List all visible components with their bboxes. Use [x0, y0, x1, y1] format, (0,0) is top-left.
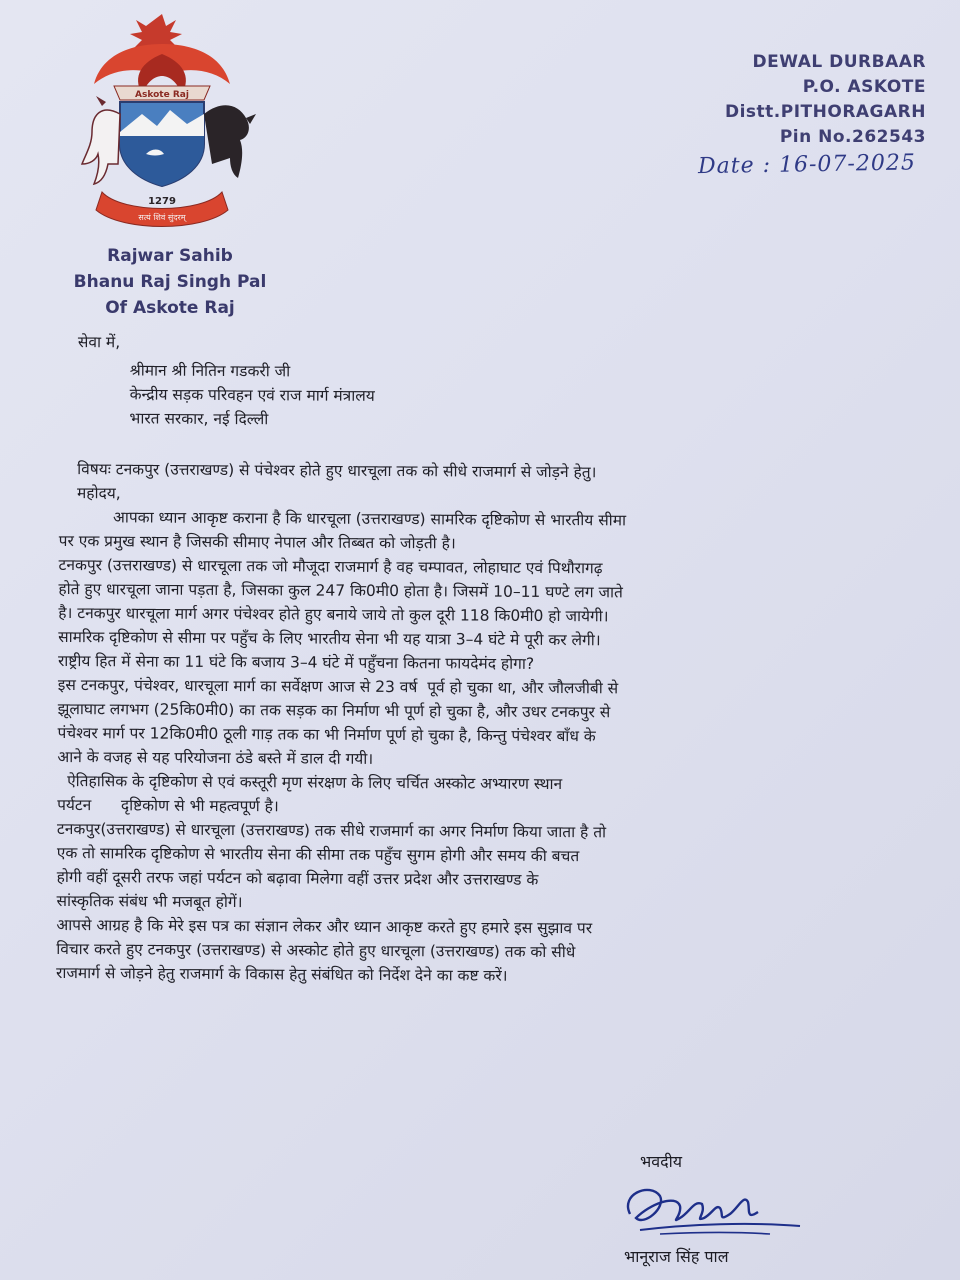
addressee-name: श्रीमान श्री नितिन गडकरी जी	[129, 361, 291, 381]
yours-faithfully: भवदीय	[640, 1152, 683, 1171]
signatory-name: भानूराज सिंह पाल	[624, 1247, 729, 1266]
address-line: P.O. ASKOTE	[802, 77, 926, 97]
body-line: विचार करते हुए टनकपुर (उत्तराखण्ड) से अस्कोट होते हुए धारचूला (उत्तराखण्ड) तक को सीधे	[56, 939, 576, 962]
crest-motto: सत्यं शिवं सुंदरम्	[138, 213, 186, 222]
addressee-ministry: केन्द्रीय सड़क परिवहन एवं राज मार्ग मंत्रालय	[129, 385, 375, 405]
body-line: एक तो सामरिक दृष्टिकोण से भारतीय सेना की सीमा तक पहुँच सुगम होगी और समय की बचत	[56, 843, 580, 866]
body-line: सामरिक दृष्टिकोण से सीमा पर पहुँच के लिए भारतीय सेना भी यह यात्रा 3–4 घंटे मे पूरी कर लेगी।	[58, 627, 601, 650]
body-line: होते हुए धारचूला जाना पड़ता है, जिसका कुल 247 कि0मी0 होता है। जिसमें 10–11 घण्टे लग जाते	[58, 579, 623, 602]
sender-name: Bhanu Raj Singh Pal	[73, 272, 267, 292]
body-line: झूलाघाट लगभग (25कि0मी0) का तक सड़क का निर्माण भी पूर्ण हो चुका है, और उधर टनकपुर से	[57, 699, 611, 722]
subject-line: विषयः टनकपुर (उत्तराखण्ड) से पंचेश्वर होते हुए धारचूला तक को सीधे राजमार्ग से जोड़ने हेतु।	[77, 460, 597, 482]
sender-title: Rajwar Sahib	[107, 246, 233, 266]
letter-body	[56, 330, 920, 990]
greeting: महोदय,	[76, 484, 121, 503]
askote-raj-crest-icon	[62, 14, 262, 232]
body-line: है। टनकपुर धारचूला मार्ग अगर पंचेश्वर होते हुए बनाये जाये तो कुल दूरी 118 कि0मी0 हो जायेगी।	[58, 603, 609, 626]
closing-block	[620, 1150, 820, 1270]
body-line: ऐतिहासिक के दृष्टिकोण से एवं कस्तूरी मृण संरक्षण के लिए चर्चित अस्कोट अभ्यारण स्थान	[57, 771, 563, 794]
body-line: टनकपुर (उत्तराखण्ड) से धारचूला तक जो मौजूदा राजमार्ग है वह चम्पावत, लोहाघाट एवं पिथौरागढ़	[58, 555, 603, 578]
crest-year: 1279	[148, 196, 176, 207]
body-line: आपका ध्यान आकृष्ट कराना है कि धारचूला (उत्तराखण्ड) सामरिक दृष्टिकोण से भारतीय सीमा	[58, 507, 627, 530]
sender-block	[60, 243, 280, 321]
body-line: टनकपुर(उत्तराखण्ड) से धारचूला (उत्तराखण्ड) तक सीधे राजमार्ग का अगर निर्माण किया जाता है तो	[56, 819, 607, 842]
letterhead-address	[666, 50, 926, 150]
signature-icon	[620, 1174, 810, 1244]
body-line: आने के वजह से यह परियोजना ठंडे बस्ते में डाल दी गयी।	[57, 747, 374, 768]
body-line: राजमार्ग से जोड़ने हेतु राजमार्ग के विकास हेतु संबंधित को निर्देश देने का कष्ट करें।	[56, 963, 508, 985]
body-line: इस टनकपुर, पंचेश्वर, धारचूला मार्ग का सर्वेक्षण आज से 23 वर्ष पूर्व हो चुका था, और जौलजीबी से	[57, 675, 619, 698]
address-line: Pin No.262543	[779, 127, 926, 147]
address-line: DEWAL DURBAAR	[752, 52, 926, 72]
addressee-govt: भारत सरकार, नई दिल्ली	[129, 409, 269, 429]
body-line: राष्ट्रीय हित में सेना का 11 घंटे कि बजाय 3–4 घंटे में पहुँचना कितना फायदेमंद होगा?	[57, 651, 535, 673]
body-line: पंचेश्वर मार्ग पर 12कि0मी0 ठूली गाड़ तक का भी निर्माण पूर्ण हो चुका है, किन्तु पंचेश्वर बाँध के	[57, 723, 596, 746]
salutation: सेवा में,	[77, 333, 121, 352]
sender-estate: Of Askote Raj	[105, 298, 235, 318]
body-line: पर एक प्रमुख स्थान है जिसकी सीमाए नेपाल और तिब्बत को जोड़ती है।	[58, 531, 456, 553]
body-line: सांस्कृतिक संबंध भी मजबूत होगें।	[56, 891, 243, 912]
body-line: आपसे आग्रह है कि मेरे इस पत्र का संज्ञान लेकर और ध्यान आकृष्ट करते हुए हमारे इस सुझाव पर	[56, 915, 593, 938]
body-line: होगी वहीं दूसरी तरफ जहां पर्यटन को बढ़ावा मिलेगा वहीं उत्तर प्रदेश और उत्तराखण्ड के	[56, 867, 539, 889]
handwritten-date: Date : 16-07-2025	[697, 150, 917, 180]
address-line: Distt.PITHORAGARH	[724, 102, 926, 122]
crest-banner-text: Askote Raj	[135, 90, 189, 100]
letter-paragraphs	[56, 505, 919, 990]
body-line: पर्यटन दृष्टिकोण से भी महत्वपूर्ण है।	[57, 795, 279, 816]
